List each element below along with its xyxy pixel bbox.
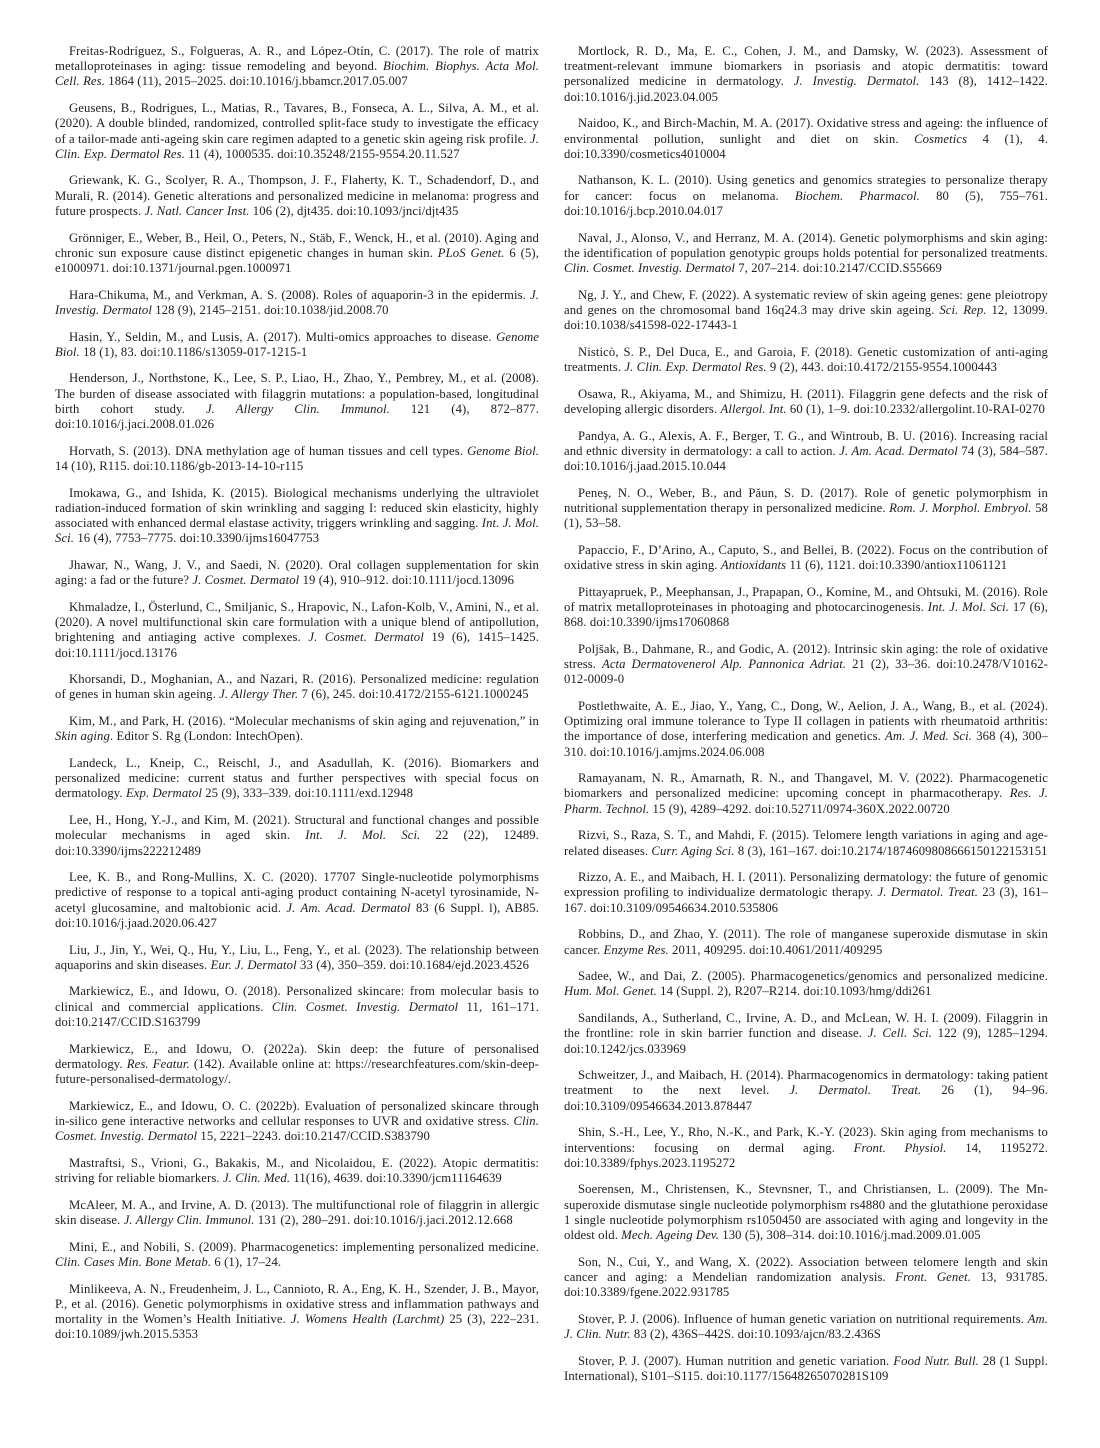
reference-text: 8 (3), 161–167. doi:10.2174/1874609808666150122153151 [734,843,1048,858]
journal-title: J. Allergy Clin. Immunol. [205,401,390,416]
reference-text: Nisticò, S. P., Del Duca, E., and Garoia, F. (2018). Genetic customization of anti-aging treatments. [564,344,1048,374]
journal-title: Rom. J. Morphol. Embryol. [889,500,1032,515]
reference-item [55,672,539,702]
reference-text: Osawa, R., Akiyama, M., and Shimizu, H. (2011). Filaggrin gene defects and the risk of developing allergic disorders. [564,386,1048,416]
journal-title: J. Dermatol. Treat. [789,1083,922,1098]
journal-title: Skin aging [55,729,110,744]
reference-text: Naval, J., Alonso, V., and Herranz, M. A. (2014). Genetic polymorphisms and skin aging: the identification of population genotypic groups holds potential for personalized treatments. [564,230,1048,260]
journal-title: Biochem. Pharmacol. [794,188,920,203]
reference-text: 11 (4), 1000535. doi:10.35248/2155-9554.20.11.527 [184,146,460,161]
reference-text: 19 (6), 1415–1425. doi:10.1111/jocd.13176 [55,630,539,660]
journal-title: Int. J. Mol. Sci. [305,828,421,843]
reference-text: 25 (9), 333–339. doi:10.1111/exd.12948 [201,786,414,801]
reference-item [564,288,1048,334]
reference-text: 58 (1), 53–58. [564,500,1048,531]
journal-title: J. Clin. Exp. Dermatol Res. [624,359,767,374]
reference-text: Mini, E., and Nobili, S. (2009). Pharmacogenetics: implementing personalized medicine. [69,1239,539,1254]
reference-item [55,330,539,360]
reference-text: Griewank, K. G., Scolyer, R. A., Thompson, J. F., Flaherty, K. T., Schadendorf, D., and Murali, R. (2014). Genetic alterations and personalized medicine in melanoma: progress and future prospects. [55,173,539,218]
journal-title: Genome Biol. [55,329,539,359]
reference-text: 19 (4), 910–912. doi:10.1111/jocd.13096 [299,573,515,588]
reference-text: Lee, H., Hong, Y.-J., and Kim, M. (2021). Structural and functional changes and possible molecular mechanisms in aged skin. [55,813,539,843]
reference-item [564,642,1048,688]
journal-title: Food Nutr. Bull. [893,1353,979,1368]
reference-text: 33 (4), 350–359. doi:10.1684/ejd.2023.4526 [296,957,530,972]
reference-text: Hasin, Y., Seldin, M., and Lusis, A. (2017). Multi-omics approaches to disease. [69,329,497,344]
reference-text: 16 (4), 7753–7775. doi:10.3390/ijms16047753 [74,531,320,546]
journal-title: Clin. Cosmet. Investig. Dermatol [271,999,459,1014]
journal-title: Enzyme Res. [603,942,669,957]
journal-title: Biochim. Biophys. Acta Mol. Cell. Res. [55,59,539,89]
reference-item [564,870,1048,916]
reference-item [55,288,539,318]
reference-text: 6 (1), 17–24. [211,1254,282,1269]
reference-item [564,387,1048,417]
journal-title: Int. J. Mol. Sci. [927,599,1010,614]
reference-item [55,1198,539,1228]
reference-item [55,444,539,474]
journal-title: J. Cosmet. Dermatol [308,630,424,645]
reference-item [564,116,1048,162]
reference-text: Son, N., Cui, Y., and Wang, X. (2022). Association between telomere length and skin cancer and aging: a Mendelian randomization analysis. [564,1254,1048,1284]
reference-text: 11, 161–171. doi:10.2147/CCID.S163799 [55,999,539,1029]
reference-text: 13, 931785. doi:10.3389/fgene.2022.931785 [564,1270,1048,1300]
reference-text: 12, 13099. doi:10.1038/s41598-022-17443-1 [564,302,1048,333]
reference-text: 9 (2), 443. doi:10.4172/2155-9554.1000443 [766,359,998,374]
journal-title: Am. J. Clin. Nutr. [564,1311,1048,1342]
reference-text: Pandya, A. G., Alexis, A. F., Berger, T. G., and Wintroub, B. U. (2016). Increasing racial and ethnic diversity in dermatology: a call to action. [564,428,1048,458]
reference-text: 23 (3), 161–167. doi:10.3109/09546634.2010.535806 [564,885,1048,915]
reference-text: Soerensen, M., Christensen, K., Stevnsner, T., and Christiansen, L. (2009). The Mn-superoxide dismutase single nucleotide polymorphism rs4880 and the glutathione peroxidase 1 single nucleotide polymorphism rs1050450 are associated with aging and longevity in the oldest old. [564,1182,1048,1243]
reference-item [564,44,1048,105]
reference-text: 26 (1), 94–96. doi:10.3109/09546634.2013.878447 [564,1083,1049,1113]
reference-text: . Editor S. Rg (London: IntechOpen). [109,729,304,744]
reference-text: 15, 2221–2243. doi:10.2147/CCID.S383790 [197,1129,430,1144]
reference-item [564,345,1048,375]
reference-item [55,1282,539,1343]
reference-text: 106 (2), djt435. doi:10.1093/jnci/djt435 [249,203,459,218]
reference-text: 14 (Suppl. 2), R207–R214. doi:10.1093/hmg/ddi261 [656,984,932,999]
reference-text: 128 (9), 2145–2151. doi:10.1038/jid.2008.70 [151,302,389,317]
reference-text: 4 (1), 4. doi:10.3390/cosmetics4010004 [564,131,1048,161]
reference-item [564,585,1048,631]
journal-title: J. Allergy Clin. Immunol. [123,1212,255,1227]
journal-title: J. Am. Acad. Dermatol [286,900,411,915]
journal-title: Allergol. Int. [720,401,787,416]
reference-text: Mortlock, R. D., Ma, E. C., Cohen, J. M., and Damsky, W. (2023). Assessment of treatment-relevant immune biomarkers in psoriasis and atopic dermatitis: toward personalized medicine in dermatology. [564,44,1048,89]
reference-text: Minlikeeva, A. N., Freudenheim, J. L., Cannioto, R. A., Eng, K. H., Szender, J. B., Mayor, P., et al. (2016). Genetic polymorphisms in oxidative stress and inflammation pathways and mortality in the Women’s Health Initiative. [55,1281,539,1326]
reference-item [55,1240,539,1270]
reference-text: 28 (1 Suppl. International), S101–S115. doi:10.1177/15648265070281S109 [564,1353,1048,1384]
reference-text: Nathanson, K. L. (2010). Using genetics and genomics strategies to personalize therapy for cancer: focus on melanoma. [564,173,1048,203]
reference-text: 11(16), 4639. doi:10.3390/jcm11164639 [290,1170,502,1185]
reference-text: 14, 1195272. doi:10.3389/fphys.2023.1195272 [564,1140,1048,1170]
reference-text: Sadee, W., and Dai, Z. (2005). Pharmacogenetics/genomics and personalized medicine. [578,969,1048,984]
reference-text: Peneş, N. O., Weber, B., and Păun, S. D. (2017). Role of genetic polymorphism in nutritional supplementation therapy in personalized medicine. [564,485,1048,515]
reference-item [55,1042,539,1088]
reference-text: 83 (2), 436S–442S. doi:10.1093/ajcn/83.2.436S [630,1327,881,1342]
reference-item [55,1099,539,1145]
reference-text: 7 (6), 245. doi:10.4172/2155-6121.1000245 [298,687,529,702]
reference-text: Stover, P. J. (2006). Influence of human genetic variation on nutritional requirements. [578,1311,1028,1326]
reference-text: Imokawa, G., and Ishida, K. (2015). Biological mechanisms underlying the ultraviolet radiation-induced formation of skin wrinkling and sagging I: reduced skin elasticity, highly associated with enhanced dermal elastase activity, triggers wrinkling and sagging. [55,485,539,531]
reference-text: 18 (1), 83. doi:10.1186/s13059-017-1215-1 [79,344,308,359]
reference-text: Jhawar, N., Wang, J. V., and Saedi, N. (2020). Oral collagen supplementation for skin aging: a fad or the future? [55,557,539,588]
reference-item [55,714,539,744]
journal-title: J. Cosmet. Dermatol [192,573,300,588]
reference-text: 83 (6 Suppl. l), AB85. doi:10.1016/j.jaad.2020.06.427 [55,900,539,930]
reference-text: Khmaladze, I., Österlund, C., Smiljanic, S., Hrapovic, N., Lafon-Kolb, V., Amini, N., et al. (2020). A novel multifunctional skin care formulation with a unique blend of antipollution, brightening and antiaging active complexes. [55,599,539,645]
journal-title: Hum. Mol. Genet. [564,984,657,999]
reference-text: 14 (10), R115. doi:10.1186/gb-2013-14-10-r115 [55,458,304,473]
reference-text: (142). Available online at: https://researchfeatures.com/skin-deep-future-personalised-dermatology/. [55,1056,539,1086]
reference-item [564,1255,1048,1301]
reference-item [55,371,539,432]
reference-item [55,1156,539,1186]
reference-item [564,543,1048,573]
reference-item [564,1354,1048,1384]
reference-item [55,600,539,661]
journal-title: J. Investig. Dermatol. [793,74,920,89]
reference-text: 25 (3), 222–231. doi:10.1089/jwh.2015.5353 [55,1311,539,1342]
reference-text: Pittayapruek, P., Meephansan, J., Prapapan, O., Komine, M., and Ohtsuki, M. (2016). Role of matrix metalloproteinases in photoaging and photocarcinogenesis. [564,584,1048,614]
reference-item [55,943,539,973]
reference-text: Markiewicz, E., and Idowu, O. C. (2022b). Evaluation of personalized skincare through in-silico gene interactive networks and cellular responses to UVR and oxidative stress. [55,1098,539,1128]
journal-title: PLoS Genet. [437,245,505,260]
reference-text: Papaccio, F., D’Arino, A., Caputo, S., and Bellei, B. (2022). Focus on the contribution of oxidative stress in skin aging. [564,542,1048,572]
reference-text: 2011, 409295. doi:10.4061/2011/409295 [668,942,883,957]
reference-text: Schweitzer, J., and Maibach, H. (2014). Pharmacogenomics in dermatology: taking patient treatment to the next level. [564,1068,1048,1098]
reference-text: 1864 (11), 2015–2025. doi:10.1016/j.bbamcr.2017.05.007 [104,74,408,89]
journal-title: J. Am. Acad. Dermatol [839,443,958,458]
journal-title: J. Allergy Ther. [219,687,299,702]
reference-item [55,231,539,277]
reference-text: 121 (4), 872–877. doi:10.1016/j.jaci.2008.01.026 [55,401,539,432]
reference-text: 131 (2), 280–291. doi:10.1016/j.jaci.2012.12.668 [254,1212,513,1227]
journal-title: J. Womens Health (Larchmt) [290,1311,445,1326]
journal-title: Antioxidants [720,557,787,572]
reference-text: 143 (8), 1412–1422. doi:10.1016/j.jid.2023.04.005 [564,74,1048,104]
reference-item [55,173,539,219]
reference-text: 130 (5), 308–314. doi:10.1016/j.mad.2009.01.005 [719,1228,981,1243]
reference-text: 21 (2), 33–36. doi:10.2478/V10162-012-0009-0 [564,657,1048,687]
reference-item [564,927,1048,957]
journal-title: J. Investig. Dermatol [55,287,539,317]
references-column-left [55,44,539,1418]
reference-text: Landeck, L., Kneip, C., Reischl, J., and Asadullah, K. (2016). Biomarkers and personalized medicine: current status and further perspectives with special focus on dermatology. [55,756,539,801]
journal-title: Genome Biol. [467,443,539,458]
journal-title: Cosmetics [914,131,968,146]
reference-item [55,101,539,162]
reference-item [564,969,1048,999]
reference-text: Ramayanam, N. R., Amarnath, R. N., and Thangavel, M. V. (2022). Pharmacogenetic biomarkers and personalized medicine: upcoming concept in pharmacotherapy. [564,771,1048,801]
journal-title: Clin. Cosmet. Investig. Dermatol [564,260,735,275]
reference-item [55,984,539,1030]
reference-item [55,813,539,859]
references-column-right [564,44,1048,1418]
reference-text: Stover, P. J. (2007). Human nutrition and genetic variation. [578,1353,894,1368]
reference-text: Mastraftsi, S., Vrioni, G., Bakakis, M., and Nicolaidou, E. (2022). Atopic dermatitis: striving for reliable biomarkers. [55,1155,539,1185]
reference-text: Ng, J. Y., and Chew, F. (2022). A systematic review of skin ageing genes: gene pleiotropy and genes on the chromosomal band 16q24.3 may drive skin ageing. [564,287,1048,317]
journal-title: Exp. Dermatol [125,786,202,801]
reference-item [55,756,539,802]
journal-title: Sci. Rep. [939,302,987,317]
journal-title: Mech. Ageing Dev. [621,1228,719,1243]
reference-text: 15 (9), 4289–4292. doi:10.52711/0974-360X.2022.00720 [649,801,950,816]
reference-text: 11 (6), 1121. doi:10.3390/antiox11061121 [786,557,1008,572]
reference-item [55,44,539,90]
reference-text: Henderson, J., Northstone, K., Lee, S. P., Liao, H., Zhao, Y., Pembrey, M., et al. (2008). The burden of disease associated with filaggrin mutations: a population-based, longitudinal birth cohort study. [55,371,539,416]
reference-text: Freitas-Rodríguez, S., Folgueras, A. R., and López-Otín, C. (2017). The role of matrix metalloproteinases in aging: tissue remodeling and beyond. [55,44,539,74]
journal-title: J. Natl. Cancer Inst. [144,203,250,218]
reference-text: Rizzo, A. E., and Maibach, H. I. (2011). Personalizing dermatology: the future of genomic expression profiling to individualize dermatologic therapy. [564,870,1048,900]
journal-title: Eur. J. Dermatol [210,957,297,972]
reference-item [564,771,1048,817]
reference-text: Markiewicz, E., and Idowu, O. (2022a). Skin deep: the future of personalised dermatology. [55,1041,539,1071]
reference-item [564,1011,1048,1057]
reference-text: McAleer, M. A., and Irvine, A. D. (2013). The multifunctional role of filaggrin in allergic skin disease. [55,1197,539,1227]
journal-title: Res. Featur. [126,1056,190,1071]
reference-item [564,1068,1048,1114]
reference-text: Kim, M., and Park, H. (2016). “Molecular mechanisms of skin aging and rejuvenation,” in [69,714,539,729]
reference-text: 17 (6), 868. doi:10.3390/ijms17060868 [564,599,1048,630]
journal-title: Clin. Cosmet. Investig. Dermatol [55,1113,539,1144]
journal-title: Clin. Cases Min. Bone Metab. [55,1254,212,1269]
reference-text: Postlethwaite, A. E., Jiao, Y., Yang, C., Dong, W., Aelion, J. A., Wang, B., et al. (2024). Optimizing oral immune tolerance to Type II collagen in patients with rheumatoid arthritis: the importance of dose, interfering medication and genetics. [564,698,1048,744]
reference-item [564,1182,1048,1243]
journal-title: Acta Dermatovenerol Alp. Pannonica Adriat. [601,657,847,671]
journal-title: Res. J. Pharm. Technol. [564,786,1048,816]
journal-title: Am. J. Med. Sci. [885,729,973,744]
reference-text: Sandilands, A., Sutherland, C., Irvine, A. D., and McLean, W. H. I. (2009). Filaggrin in the frontline: role in skin barrier function and disease. [564,1011,1048,1041]
reference-text: 7, 207–214. doi:10.2147/CCID.S55669 [734,260,942,275]
reference-item [55,870,539,931]
reference-text: 22 (22), 12489. doi:10.3390/ijms222212489 [55,828,539,858]
journal-title: J. Cell. Sci. [867,1026,932,1041]
journal-title: Front. Genet. [895,1270,971,1284]
reference-text: 74 (3), 584–587. doi:10.1016/j.jaad.2015.10.044 [564,443,1048,473]
reference-text: Hara-Chikuma, M., and Verkman, A. S. (2008). Roles of aquaporin-3 in the epidermis. [69,287,530,302]
reference-text: Robbins, D., and Zhao, Y. (2011). The role of manganese superoxide dismutase in skin cancer. [564,927,1048,957]
reference-text: Poljšak, B., Dahmane, R., and Godic, A. (2012). Intrinsic skin aging: the role of oxidative stress. [564,641,1048,671]
reference-item [564,173,1048,219]
reference-text: Rizvi, S., Raza, S. T., and Mahdi, F. (2015). Telomere length variations in aging and age-related diseases. [564,828,1048,858]
reference-text: Shin, S.-H., Lee, Y., Rho, N.-K., and Park, K.-Y. (2023). Skin aging from mechanisms to interventions: focusing on dermal aging. [564,1125,1048,1155]
reference-item [564,828,1048,858]
journal-title: J. Dermatol. Treat. [877,885,978,900]
reference-text: Naidoo, K., and Birch-Machin, M. A. (2017). Oxidative stress and ageing: the influence of environmental pollution, sunlight and diet on skin. [564,116,1048,146]
reference-item [564,1125,1048,1171]
reference-item [55,558,539,588]
journal-title: Int. J. Mol. Sci. [55,516,539,546]
reference-item [564,486,1048,532]
reference-item [564,1312,1048,1342]
journal-title: Front. Physiol. [853,1140,947,1155]
reference-text: 6 (5), e1000971. doi:10.1371/journal.pgen.1000971 [55,245,540,275]
reference-text: Horvath, S. (2013). DNA methylation age of human tissues and cell types. [69,443,468,458]
reference-text: Lee, K. B., and Rong-Mullins, X. C. (2020). 17707 Single-nucleotide polymorphisms predictive of response to a topical anti-aging product containing N-acetyl tyrosinamide, N-acetyl glucosamine, and maltobionic acid. [55,870,539,915]
reference-item [55,486,539,547]
reference-text: 122 (9), 1285–1294. doi:10.1242/jcs.033969 [564,1026,1048,1056]
reference-text: 368 (4), 300–310. doi:10.1016/j.amjms.2024.06.008 [564,729,1048,759]
journal-title: J. Clin. Med. [222,1170,291,1185]
reference-text: Grönniger, E., Weber, B., Heil, O., Peters, N., Stäb, F., Wenck, H., et al. (2010). Aging and chronic sun exposure cause distinct epigenetic changes in human skin. [55,230,539,260]
reference-item [564,699,1048,760]
reference-text: Liu, J., Jin, Y., Wei, Q., Hu, Y., Liu, L., Feng, Y., et al. (2023). The relationship between aquaporins and skin diseases. [55,942,539,972]
journal-title: J. Clin. Exp. Dermatol Res. [55,131,539,161]
journal-title: Curr. Aging Sci. [651,843,735,858]
reference-text: 60 (1), 1–9. doi:10.2332/allergolint.10-RAI-0270 [786,401,1045,416]
reference-item [564,429,1048,475]
reference-text: 80 (5), 755–761. doi:10.1016/j.bcp.2010.04.017 [564,188,1048,218]
reference-text: Geusens, B., Rodrigues, L., Matias, R., Tavares, B., Fonseca, A. L., Silva, A. M., et al. (2020). A double blinded, randomized, controlled split-face study to investigate the efficacy of a tailor-made anti-ageing skin care regimen adapted to a genetic skin ageing risk profile. [55,101,539,146]
reference-text: Markiewicz, E., and Idowu, O. (2018). Personalized skincare: from molecular basis to clinical and commercial applications. [55,984,539,1014]
reference-item [564,231,1048,277]
reference-text: Khorsandi, D., Moghanian, A., and Nazari, R. (2016). Personalized medicine: regulation of genes in human skin ageing. [55,672,539,702]
